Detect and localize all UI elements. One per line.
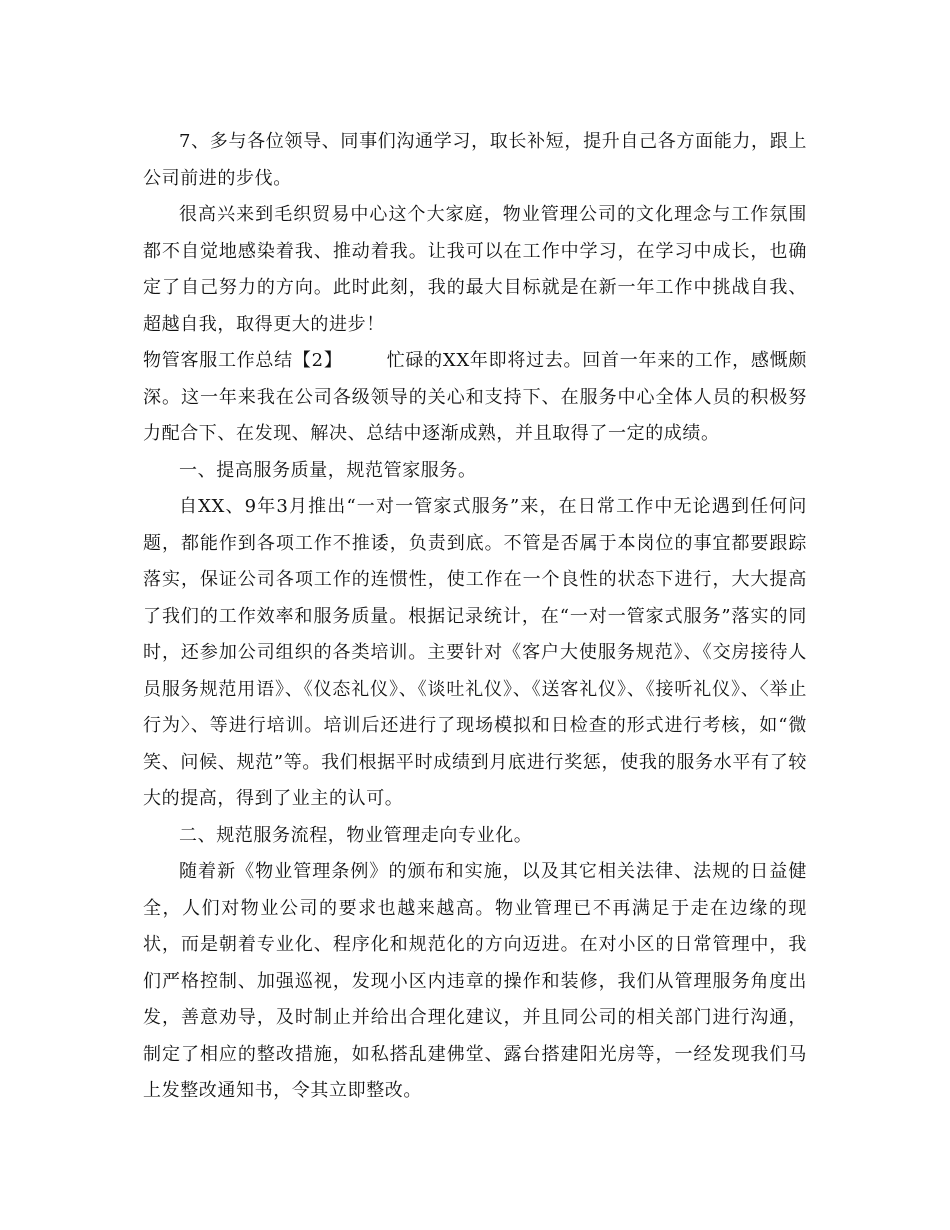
- document-page: [143, 124, 807, 1110]
- paragraph-item-7: 7、多与各位领导、同事们沟通学习，取长补短，提升自己各方面能力，跟上公司前进的步伐。: [143, 131, 807, 189]
- paragraph-intro-closing: 很高兴来到毛织贸易中心这个大家庭，物业管理公司的文化理念与工作氛围都不自觉地感染着我、推动着我。让我可以在工作中学习，在学习中成长，也确定了自己努力的方向。此时此刻，我的最大目标就是在新一年工作中挑战自我、超越自我，取得更大的进步！: [143, 204, 807, 335]
- paragraph-summary-2: [143, 343, 807, 453]
- paragraph-summary-2-body: 忙碌的XX年即将过去。回首一年来的工作，感慨颇深。这一年来我在公司各级领导的关心和支持下、在服务中心全体人员的积极努力配合下、在发现、解决、总结中逐渐成熟，并且取得了一定的成绩。: [143, 350, 807, 444]
- paragraph-professionalization: 随着新《物业管理条例》的颁布和实施，以及其它相关法律、法规的日益健全，人们对物业公司的要求也越来越高。物业管理已不再满足于走在边缘的现状，而是朝着专业化、程序化和规范化的方向迈进。在对小区的日常管理中，我们严格控制、加强巡视，发现小区内违章的操作和装修，我们从管理服务角度出发，善意劝导，及时制止并给出合理化建议，并且同公司的相关部门进行沟通，制定了相应的整改措施，如私搭乱建佛堂、露台搭建阳光房等，一经发现我们马上发整改通知书，令其立即整改。: [143, 861, 807, 1101]
- section-heading-2: 二、规范服务流程，物业管理走向专业化。: [179, 824, 533, 846]
- section-title: 物管客服工作总结【2】: [143, 350, 343, 371]
- paragraph-service-quality: 自XX、9年3月推出“一对一管家式服务”来，在日常工作中无论遇到任何问题，都能作到各项工作不推诿，负责到底。不管是否属于本岗位的事宜都要跟踪落实，保证公司各项工作的连惯性，使工作在一个良性的状态下进行，大大提高了我们的工作效率和服务质量。根据记录统计，在“一对一管家式服务”落实的同时，还参加公司组织的各类培训。主要针对《客户大使服务规范》、《交房接待人员服务规范用语》、《仪态礼仪》、《谈吐礼仪》、《送客礼仪》、《接听礼仪》、〈举止行为〉、等进行培训。培训后还进行了现场模拟和日检查的形式进行考核，如“微笑、问候、规范”等。我们根据平时成绩到月底进行奖惩，使我的服务水平有了较大的提高，得到了业主的认可。: [143, 496, 807, 809]
- section-heading-1: 一、提高服务质量，规范管家服务。: [179, 459, 477, 481]
